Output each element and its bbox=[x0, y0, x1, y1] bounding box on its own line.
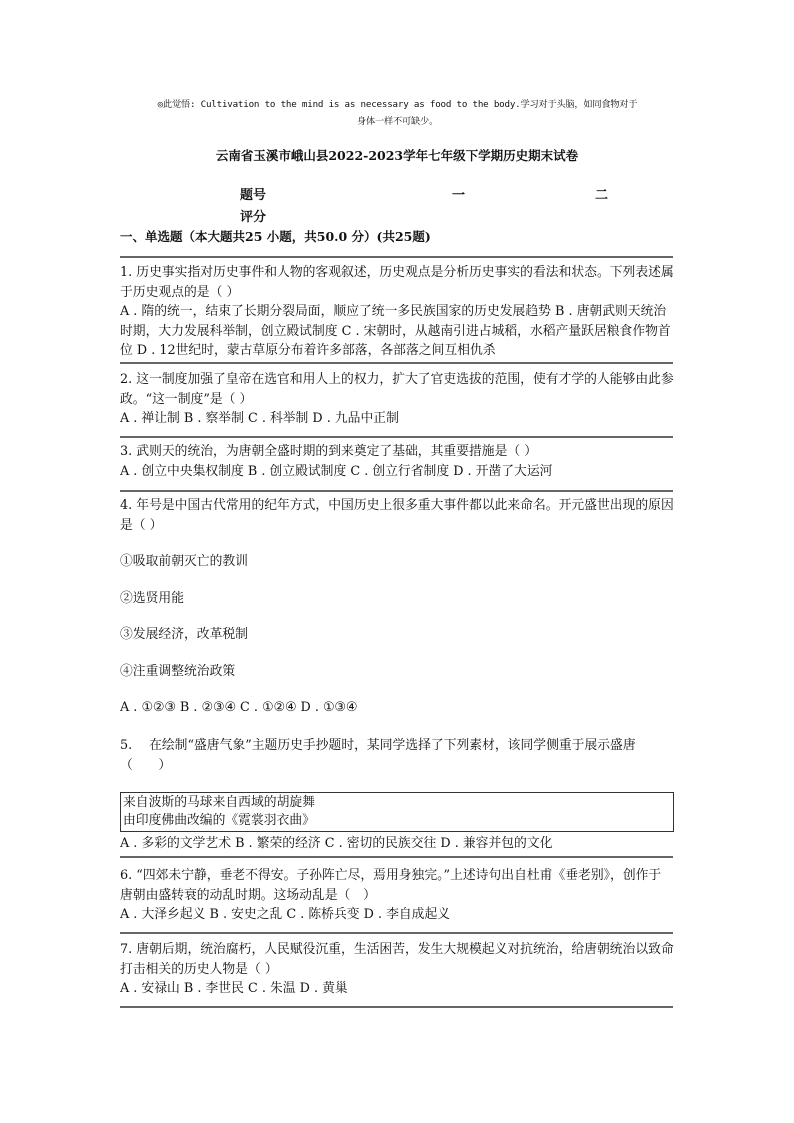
divider bbox=[120, 1006, 673, 1008]
divider bbox=[120, 490, 673, 492]
question-stem: 5. 在绘制“盛唐气象”主题历史手抄题时，某同学选择了下列素材，该同学侧重于展示盛唐（ ） bbox=[120, 738, 636, 773]
question-item: ②选贤用能 bbox=[120, 590, 184, 606]
question-stem: 3. 武则天的统治，为唐朝全盛时期的到来奠定了基础，其重要措施是（ ） bbox=[120, 444, 538, 459]
question-2 bbox=[120, 370, 674, 429]
question-options: A . 安禄山 B . 李世民 C . 朱温 D . 黄巢 bbox=[120, 981, 348, 996]
question-6 bbox=[120, 866, 674, 925]
motto-header bbox=[120, 96, 675, 130]
question-stem: 2. 这一制度加强了皇帝在选官和用人上的权力，扩大了官吏选拔的范围，使有才学的人能够由此参政。“这一制度”是（ ） bbox=[120, 372, 674, 407]
question-7 bbox=[120, 940, 674, 999]
question-options: A . 禅让制 B . 察举制 C . 科举制 D . 九品中正制 bbox=[120, 411, 399, 426]
material-line-1: 来自波斯的马球来自西域的胡旋舞 bbox=[123, 795, 315, 810]
question-options: A . 隋的统一，结束了长期分裂局面，顺应了统一多民族国家的历史发展趋势 B . 唐朝武则天统治时期，大力发展科举制，创立殿试制度 C . 宋朝时，从越南引进占城稻，水稻产量跃居粮食作物首位 D . 12世纪时，蒙古草原分布着许多部落，各部落之间互相仇杀 bbox=[120, 304, 671, 358]
divider bbox=[120, 436, 673, 438]
question-options: A . 大泽乡起义 B . 安史之乱 C . 陈桥兵变 D . 李自成起义 bbox=[120, 907, 451, 922]
exam-title: 云南省玉溪市峨山县2022-2023学年七年级下学期历史期末试卷 bbox=[215, 148, 579, 163]
question-options: A . 创立中央集权制度 B . 创立殿试制度 C . 创立行省制度 D . 开凿了大运河 bbox=[120, 463, 553, 479]
motto-line-2: 身体一样不可缺少。 bbox=[357, 116, 438, 127]
question-stem: 4. 年号是中国古代常用的纪年方式，中国历史上很多重大事件都以此来命名。开元盛世出现的原因是（ ） bbox=[120, 498, 674, 533]
question-stem: 6. “四郊未宁静，垂老不得安。子孙阵亡尽，焉用身独完。”上述诗句出自杜甫《垂老别》，创作于唐朝由盛转衰的动乱时期。这场动乱是（ ） bbox=[120, 868, 662, 903]
question-item: ①吸取前朝灭亡的教训 bbox=[120, 554, 248, 569]
question-4 bbox=[120, 496, 674, 735]
question-3 bbox=[120, 442, 674, 481]
question-item: ③发展经济，改革税制 bbox=[120, 627, 248, 642]
section-heading: 一、单选题（本大题共25 小题，共50.0 分）(共25题) bbox=[120, 229, 431, 244]
question-stem: 1. 历史事实指对历史事件和人物的客观叙述，历史观点是分析历史事实的看法和状态。下列表述属于历史观点的是（ ） bbox=[120, 265, 674, 300]
question-options: A . ①②③ B . ②③④ C . ①②④ D . ①③④ bbox=[120, 700, 358, 715]
question-1 bbox=[120, 263, 674, 361]
score-table-col2: 二 bbox=[595, 188, 609, 203]
question-5 bbox=[120, 736, 674, 854]
score-table-row1-label: 题号 bbox=[240, 188, 267, 203]
divider bbox=[120, 932, 673, 934]
question-item: ④注重调整统治政策 bbox=[120, 663, 236, 679]
motto-line-1: ◎此觉悟: Cultivation to the mind is as necessary as food to the body.学习对于头脑，如同食物对于 bbox=[157, 99, 638, 110]
score-table-col1: 一 bbox=[452, 188, 466, 203]
divider bbox=[120, 856, 673, 858]
material-line-2: 由印度佛曲改编的《霓裳羽衣曲》 bbox=[123, 813, 315, 828]
divider bbox=[120, 362, 673, 364]
divider bbox=[120, 256, 673, 258]
question-options: A . 多彩的文学艺术 B . 繁荣的经济 C . 密切的民族交往 D . 兼容并包的文化 bbox=[120, 836, 553, 851]
score-table-row2-label: 评分 bbox=[240, 210, 267, 225]
material-box bbox=[120, 792, 674, 832]
question-stem: 7. 唐朝后期，统治腐朽，人民赋役沉重，生活困苦，发生大规模起义对抗统治，给唐朝统治以致命打击相关的历史人物是（ ） bbox=[120, 942, 674, 977]
